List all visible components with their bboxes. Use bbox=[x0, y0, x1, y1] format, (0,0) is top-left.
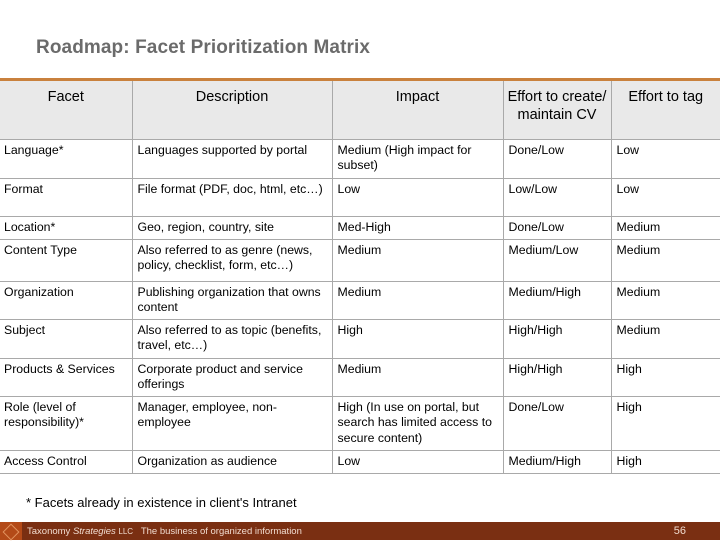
page-number: 56 bbox=[673, 525, 686, 537]
cell-description: File format (PDF, doc, html, etc…) bbox=[132, 178, 332, 216]
column-header-description: Description bbox=[132, 81, 332, 139]
cell-impact: High bbox=[332, 319, 503, 358]
cell-effort-cv: High/High bbox=[503, 319, 611, 358]
cell-effort-tag: Medium bbox=[611, 281, 720, 319]
table-row bbox=[0, 319, 720, 358]
table-row bbox=[0, 239, 720, 281]
column-header-effort-cv: Effort to create/ maintain CV bbox=[503, 81, 611, 139]
cell-effort-tag: Low bbox=[611, 178, 720, 216]
company-name: Taxonomy bbox=[27, 526, 71, 537]
cell-effort-cv: Done/Low bbox=[503, 216, 611, 239]
cell-effort-tag: Low bbox=[611, 139, 720, 178]
company-name-italic: Strategies bbox=[72, 526, 116, 537]
cell-description: Manager, employee, non-employee bbox=[132, 396, 332, 450]
table-header-row bbox=[0, 81, 720, 139]
cell-description: Publishing organization that owns content bbox=[132, 281, 332, 319]
table-row bbox=[0, 281, 720, 319]
slide-title: Roadmap: Facet Prioritization Matrix bbox=[36, 37, 371, 58]
cell-description: Organization as audience bbox=[132, 450, 332, 473]
footer-bar bbox=[0, 522, 720, 540]
cell-effort-cv: Low/Low bbox=[503, 178, 611, 216]
cell-facet: Content Type bbox=[0, 239, 132, 281]
cell-impact: Medium bbox=[332, 358, 503, 396]
cell-impact: Medium bbox=[332, 281, 503, 319]
cell-impact: Med-High bbox=[332, 216, 503, 239]
cell-facet: Location* bbox=[0, 216, 132, 239]
table-row bbox=[0, 216, 720, 239]
company-tagline: The business of organized information bbox=[140, 526, 302, 537]
cell-effort-cv: Medium/High bbox=[503, 450, 611, 473]
cell-effort-cv: Done/Low bbox=[503, 396, 611, 450]
cell-facet: Language* bbox=[0, 139, 132, 178]
cell-impact: Medium bbox=[332, 239, 503, 281]
cell-description: Languages supported by portal bbox=[132, 139, 332, 178]
cell-facet: Role (level of responsibility)* bbox=[0, 396, 132, 450]
cell-impact: Low bbox=[332, 450, 503, 473]
cell-description: Corporate product and service offerings bbox=[132, 358, 332, 396]
table-row bbox=[0, 358, 720, 396]
cell-effort-cv: High/High bbox=[503, 358, 611, 396]
cell-effort-cv: Medium/Low bbox=[503, 239, 611, 281]
cell-facet: Format bbox=[0, 178, 132, 216]
column-header-impact: Impact bbox=[332, 81, 503, 139]
cell-description: Geo, region, country, site bbox=[132, 216, 332, 239]
column-header-effort-tag: Effort to tag bbox=[611, 81, 720, 139]
prioritization-matrix-table bbox=[0, 81, 720, 474]
cell-effort-tag: High bbox=[611, 450, 720, 473]
cell-description: Also referred to as genre (news, policy, checklist, form, etc…) bbox=[132, 239, 332, 281]
cell-effort-tag: Medium bbox=[611, 216, 720, 239]
cell-effort-tag: High bbox=[611, 358, 720, 396]
cell-impact: Low bbox=[332, 178, 503, 216]
cell-impact: High (In use on portal, but search has limited access to secure content) bbox=[332, 396, 503, 450]
footnote: * Facets already in existence in client's Intranet bbox=[26, 495, 297, 510]
cell-facet: Access Control bbox=[0, 450, 132, 473]
table-row bbox=[0, 396, 720, 450]
footer-branding bbox=[27, 526, 302, 537]
cell-facet: Subject bbox=[0, 319, 132, 358]
table-row bbox=[0, 450, 720, 473]
table-row bbox=[0, 178, 720, 216]
company-suffix: LLC bbox=[118, 527, 134, 536]
company-logo-icon bbox=[0, 522, 22, 540]
cell-effort-cv: Done/Low bbox=[503, 139, 611, 178]
table-row bbox=[0, 139, 720, 178]
cell-effort-tag: Medium bbox=[611, 239, 720, 281]
cell-effort-tag: Medium bbox=[611, 319, 720, 358]
cell-impact: Medium (High impact for subset) bbox=[332, 139, 503, 178]
cell-description: Also referred to as topic (benefits, travel, etc…) bbox=[132, 319, 332, 358]
column-header-facet: Facet bbox=[0, 81, 132, 139]
cell-effort-cv: Medium/High bbox=[503, 281, 611, 319]
cell-facet: Products & Services bbox=[0, 358, 132, 396]
cell-effort-tag: High bbox=[611, 396, 720, 450]
cell-facet: Organization bbox=[0, 281, 132, 319]
